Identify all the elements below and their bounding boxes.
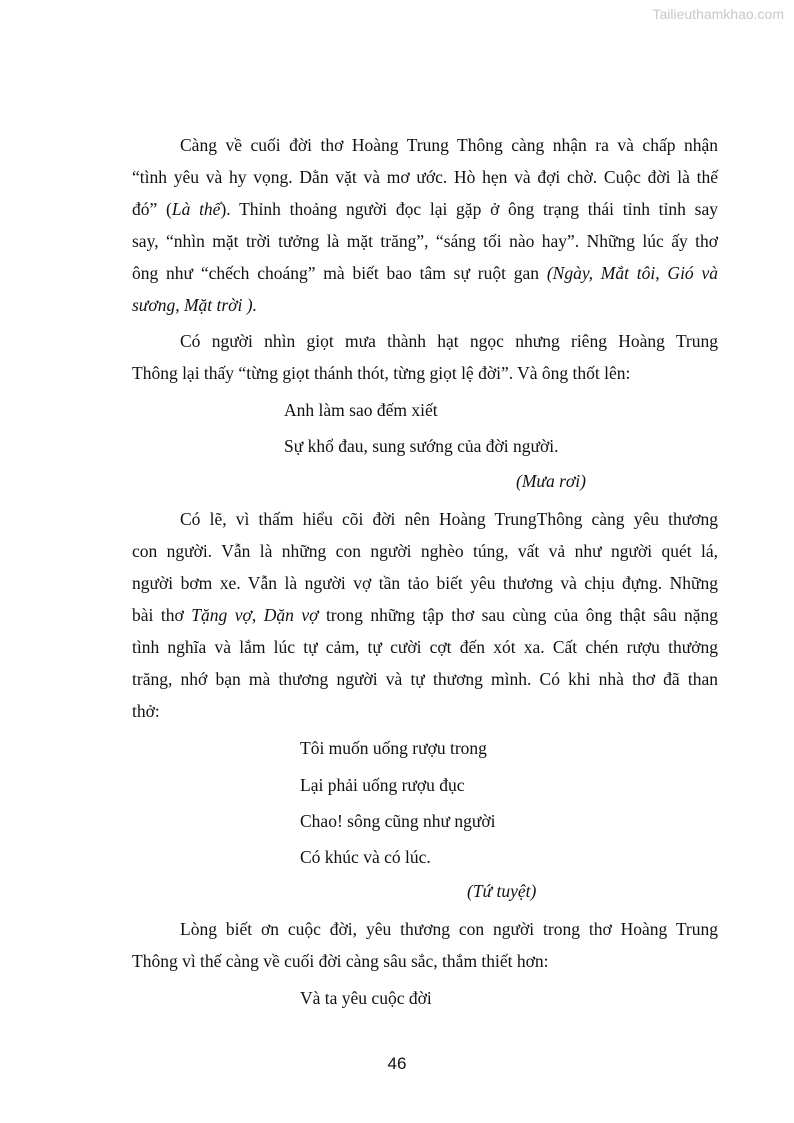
poem-source: (Mưa rơi)	[516, 471, 586, 491]
poem-line: Lại phải uống rượu đục	[300, 775, 465, 795]
text-line: bài thơ Tặng vợ, Dặn vợ trong những tập thơ sau cùng của ông thật sâu nặng	[132, 605, 719, 625]
watermark: Tailieuthamkhao.com	[652, 6, 784, 22]
title-emphasis: Dặn vợ	[263, 605, 319, 625]
paragraph-3	[132, 503, 718, 727]
text-line: Thông vì thế càng về cuối đời càng sâu sắc, thắm thiết hơn:	[132, 951, 549, 971]
text-line: Lòng biết ơn cuộc đời, yêu thương con người trong thơ Hoàng Trung	[180, 919, 718, 939]
poem-line: Chao! sông cũng như người	[300, 811, 496, 831]
poem-line: Tôi muốn uống rượu trong	[300, 738, 487, 758]
paragraph-1	[132, 129, 718, 321]
text-line: Càng về cuối đời thơ Hoàng Trung Thông càng nhận ra và chấp nhận	[180, 135, 718, 155]
paragraph-2	[132, 325, 718, 389]
poem-line: Có khúc và có lúc.	[300, 847, 431, 867]
text-line: say, “nhìn mặt trời tưởng là mặt trăng”, “sáng tối nào hay”. Những lúc ấy thơ	[132, 231, 718, 251]
text-line: trăng, nhớ bạn mà thương người và tự thương mình. Có khi nhà thơ đã than	[132, 669, 718, 689]
poem-line: Và ta yêu cuộc đời	[300, 988, 432, 1008]
text-line: Có người nhìn giọt mưa thành hạt ngọc nhưng riêng Hoàng Trung	[180, 331, 718, 351]
poem-line: Sự khổ đau, sung sướng của đời người.	[284, 436, 559, 456]
text-line: đó” (Là thế). Thỉnh thoảng người đọc lại gặp ở ông trạng thái tỉnh tỉnh say	[132, 199, 718, 219]
poem-source: (Tứ tuyệt)	[467, 881, 537, 901]
page-number: 46	[387, 1054, 407, 1073]
paragraph-4	[132, 913, 718, 977]
text-line: người bơm xe. Vẫn là người vợ tần tảo biết yêu thương và chịu đựng. Những	[132, 573, 718, 593]
title-emphasis: Tặng vợ	[191, 605, 252, 625]
text-line: “tình yêu và hy vọng. Dằn vặt và mơ ước. Hò hẹn và đợi chờ. Cuộc đời là thế	[132, 167, 718, 187]
text-line: thở:	[132, 701, 160, 721]
text-line: sương, Mặt trời ).	[132, 295, 257, 315]
title-emphasis: (Ngày, Mắt tôi, Gió và	[546, 263, 718, 283]
poem-line: Anh làm sao đếm xiết	[284, 400, 438, 420]
text-line: Thông lại thấy “từng giọt thánh thót, từng giọt lệ đời”. Và ông thốt lên:	[132, 363, 631, 383]
text-line: Có lẽ, vì thấm hiểu cõi đời nên Hoàng TrungThông càng yêu thương	[180, 509, 718, 529]
text-line: ông như “chếch choáng” mà biết bao tâm sự ruột gan (Ngày, Mắt tôi, Gió và	[132, 263, 718, 283]
title-emphasis: Là thế	[171, 199, 221, 219]
text-line: con người. Vẫn là những con người nghèo túng, vất vả như người quét lá,	[132, 541, 718, 561]
text-line: tình nghĩa và lắm lúc tự cảm, tự cười cợt đến xót xa. Cất chén rượu thưởng	[132, 637, 718, 657]
